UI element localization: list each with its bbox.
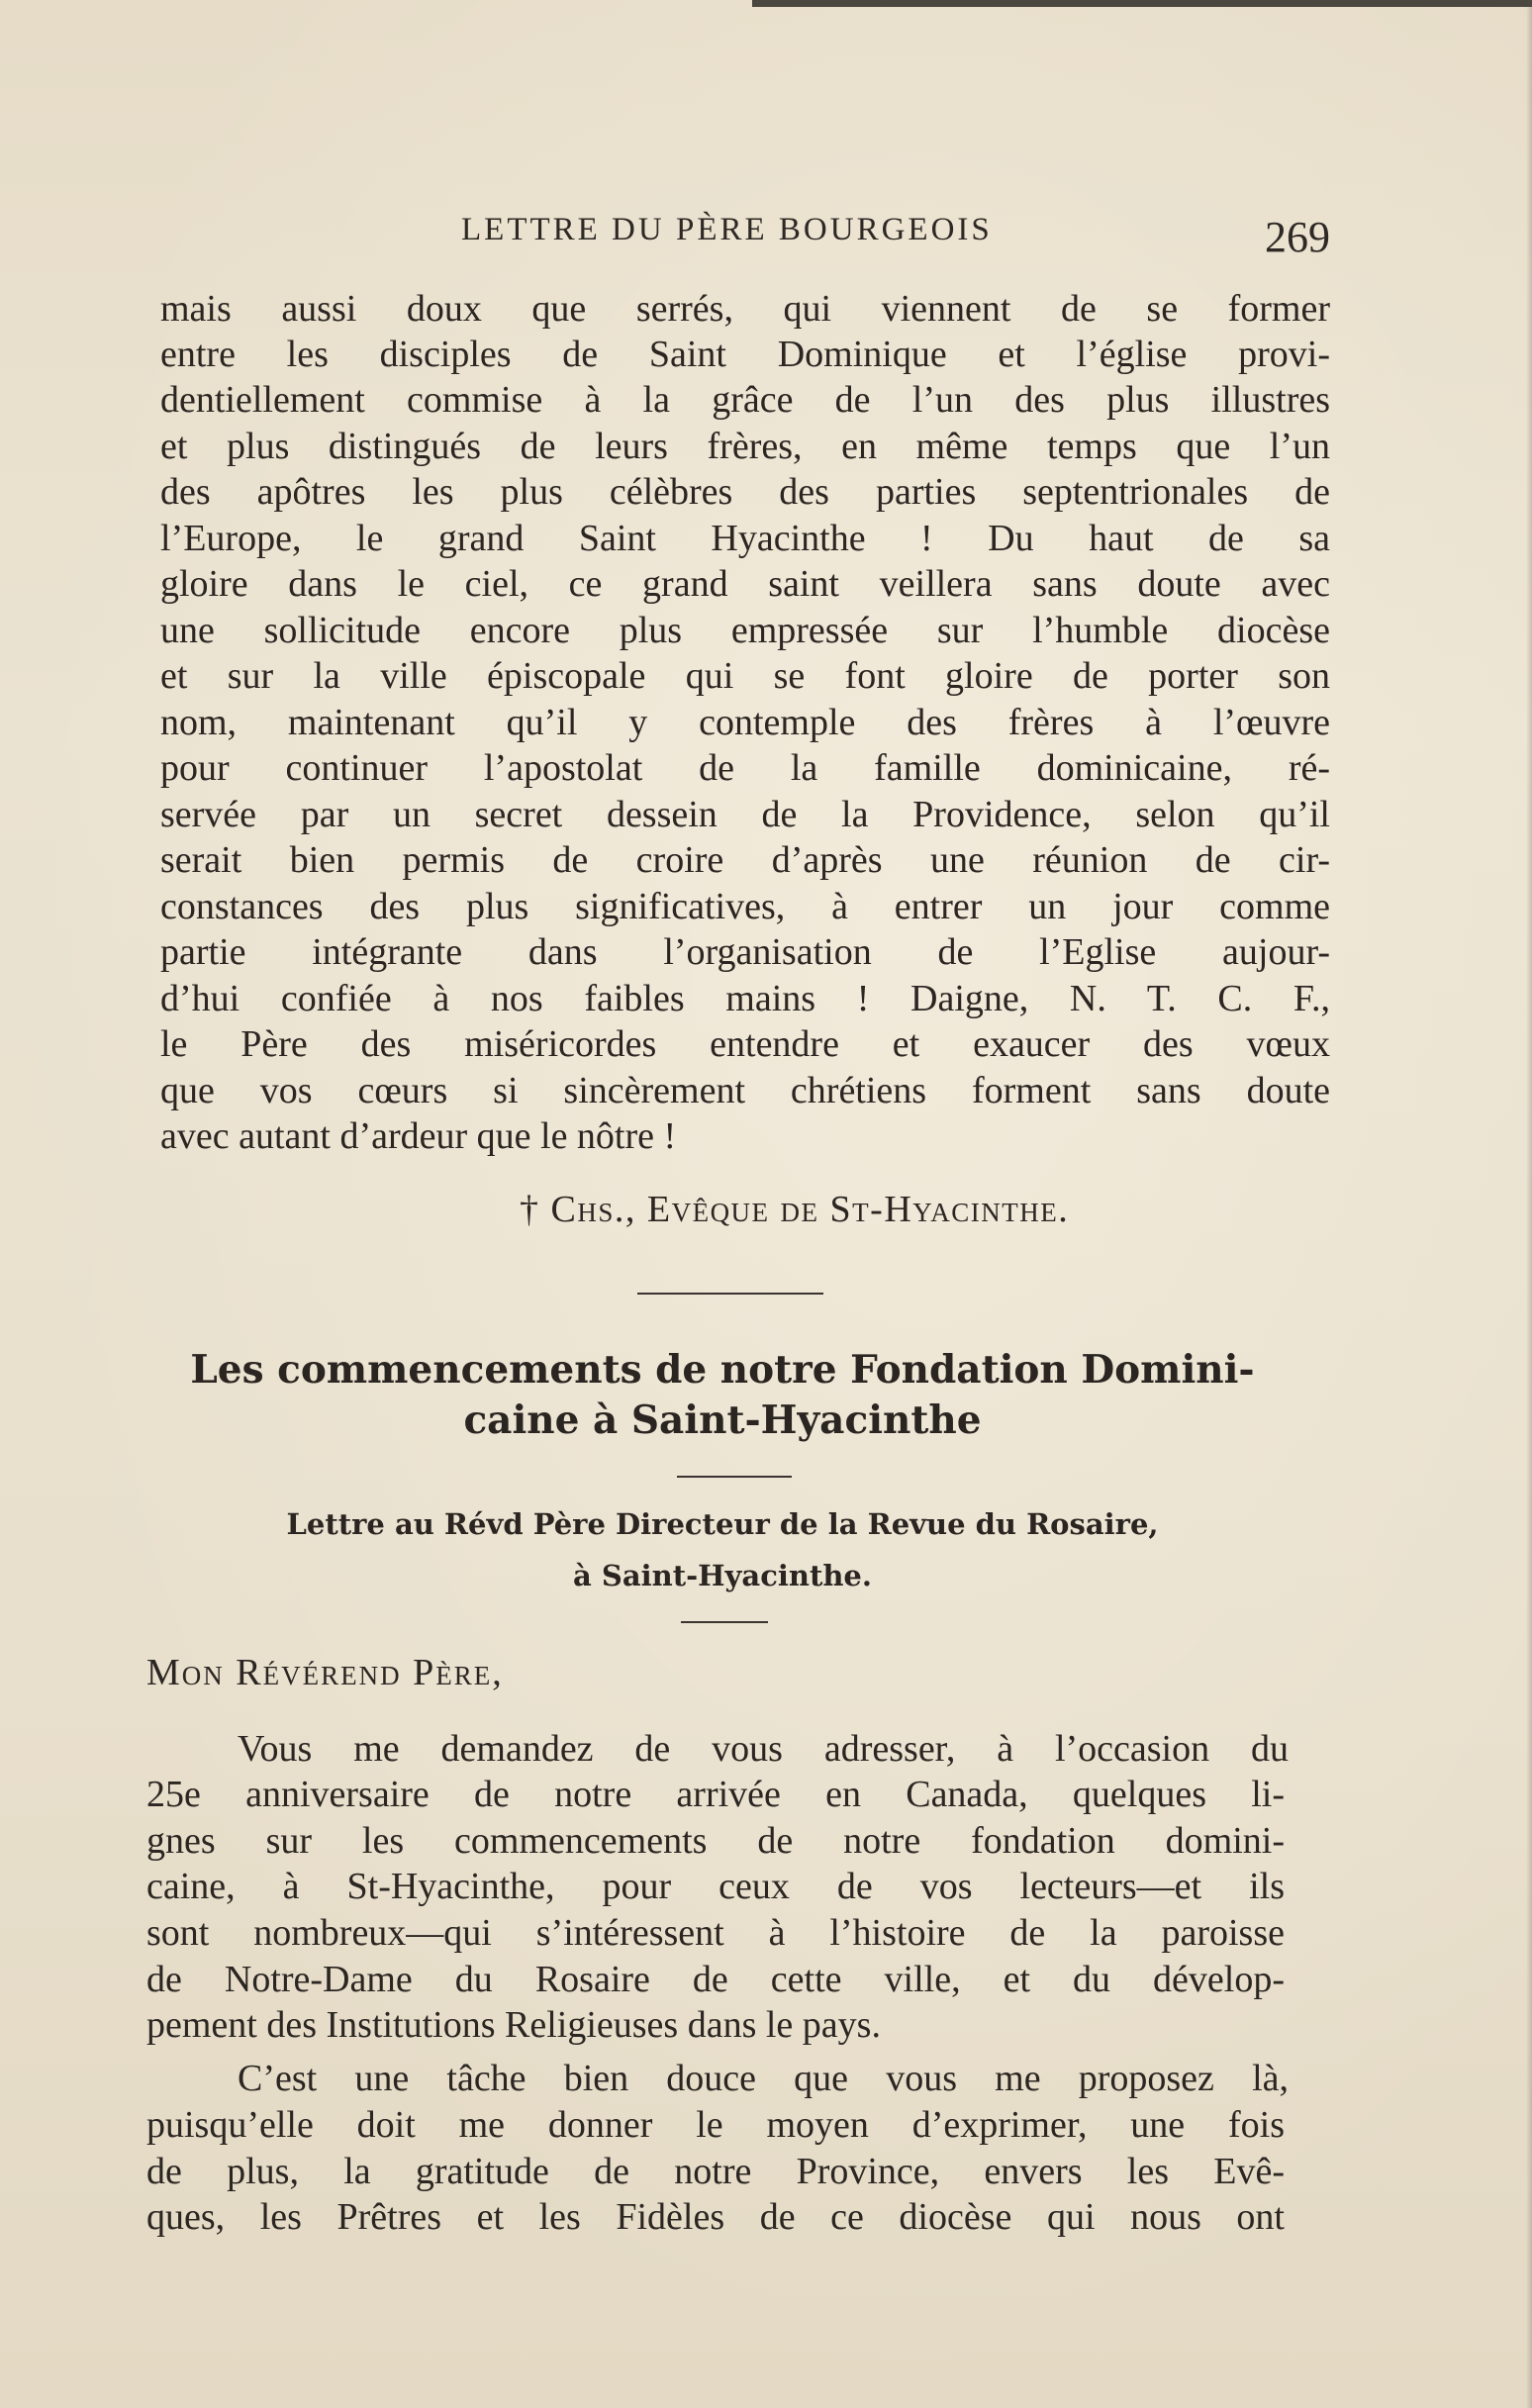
article-subtitle-line: à Saint-Hyacinthe.	[573, 1559, 872, 1592]
letter-line: avec autant d’ardeur que le nôtre !	[160, 1115, 677, 1157]
paragraph-line: gnes sur les commencements de notre fondation domini-	[146, 1820, 1285, 1862]
section-divider	[637, 1293, 823, 1295]
paragraph-line: 25e anniversaire de notre arrivée en Canada, quelques li-	[146, 1774, 1285, 1815]
letter-line: l’Europe, le grand Saint Hyacinthe ! Du haut de sa	[160, 518, 1330, 559]
letter-line: servée par un secret dessein de la Providence, selon qu’il	[160, 794, 1330, 835]
running-head: LETTRE DU PÈRE BOURGEOIS	[461, 212, 993, 247]
paragraph-line: pement des Institutions Religieuses dans le pays.	[146, 2004, 881, 2046]
letter-line: nom, maintenant qu’il y contemple des frères à l’œuvre	[160, 702, 1330, 743]
page-edge-shadow	[1526, 0, 1532, 2408]
letter-line: le Père des miséricordes entendre et exaucer des vœux	[160, 1023, 1330, 1065]
letter-line: d’hui confiée à nos faibles mains ! Daigne, N. T. C. F.,	[160, 978, 1330, 1019]
paragraph-line: puisqu’elle doit me donner le moyen d’exprimer, une fois	[146, 2104, 1285, 2146]
letter-line: que vos cœurs si sincèrement chrétiens forment sans doute	[160, 1070, 1330, 1111]
letter-line: mais aussi doux que serrés, qui viennent de se former	[160, 288, 1330, 330]
letter-line: et sur la ville épiscopale qui se font gloire de porter son	[160, 655, 1330, 697]
signature: † Chs., Evêque de St-Hyacinthe.	[520, 1189, 1070, 1230]
salutation: Mon Révérend Père,	[146, 1652, 504, 1693]
subtitle-divider	[681, 1621, 768, 1623]
paragraph-line: caine, à St-Hyacinthe, pour ceux de vos lecteurs—et ils	[146, 1866, 1285, 1907]
letter-line: partie intégrante dans l’organisation de l’Eglise aujour-	[160, 931, 1330, 973]
article-subtitle-line: Lettre au Révd Père Directeur de la Revue du Rosaire,	[286, 1507, 1159, 1541]
letter-line: pour continuer l’apostolat de la famille dominicaine, ré-	[160, 747, 1330, 789]
letter-line: une sollicitude encore plus empressée sur l’humble diocèse	[160, 610, 1330, 651]
paragraph-line: ques, les Prêtres et les Fidèles de ce diocèse qui nous ont	[146, 2196, 1285, 2238]
paragraph-line: C’est une tâche bien douce que vous me proposez là,	[238, 2058, 1289, 2099]
paragraph-line: de Notre-Dame du Rosaire de cette ville, et du dévelop-	[146, 1959, 1285, 2000]
paragraph-line: de plus, la gratitude de notre Province, envers les Evê-	[146, 2151, 1285, 2192]
paragraph-line: Vous me demandez de vous adresser, à l’occasion du	[238, 1728, 1289, 1770]
page-number: 269	[1265, 213, 1330, 261]
article-title-line: Les commencements de notre Fondation Domini-	[190, 1347, 1255, 1393]
letter-line: constances des plus significatives, à entrer un jour comme	[160, 886, 1330, 927]
letter-line: serait bien permis de croire d’après une réunion de cir-	[160, 839, 1330, 881]
letter-line: dentiellement commise à la grâce de l’un des plus illustres	[160, 379, 1330, 421]
paragraph-line: sont nombreux—qui s’intéressent à l’histoire de la paroisse	[146, 1912, 1285, 1954]
letter-line: et plus distingués de leurs frères, en même temps que l’un	[160, 426, 1330, 467]
title-divider	[677, 1476, 792, 1478]
top-edge-rule	[752, 0, 1532, 7]
letter-line: entre les disciples de Saint Dominique et l’église provi-	[160, 334, 1330, 375]
letter-line: gloire dans le ciel, ce grand saint veillera sans doute avec	[160, 563, 1330, 605]
letter-line: des apôtres les plus célèbres des parties septentrionales de	[160, 471, 1330, 513]
article-title-line: caine à Saint-Hyacinthe	[463, 1397, 982, 1443]
